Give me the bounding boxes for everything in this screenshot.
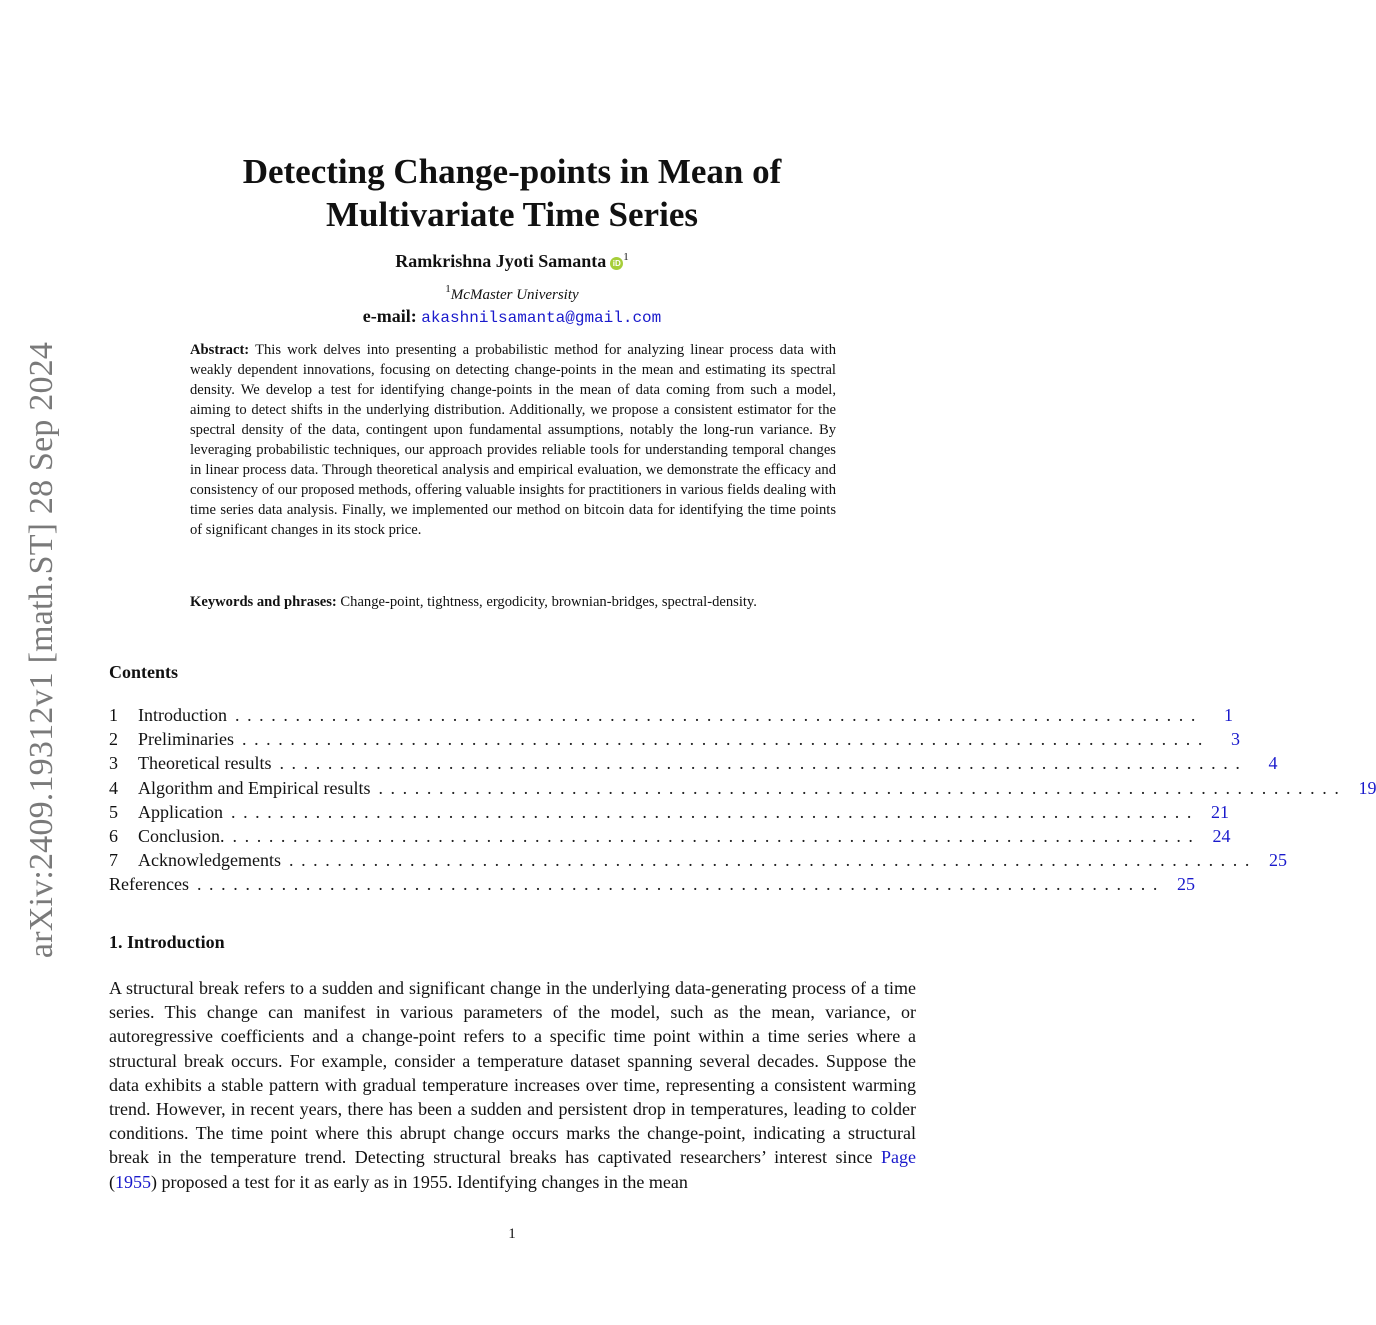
orcid-icon[interactable]: iD xyxy=(610,257,623,270)
toc-page-link[interactable]: 25 xyxy=(1268,850,1287,871)
keywords-label: Keywords and phrases: xyxy=(190,594,337,610)
toc-page-link[interactable]: 3 xyxy=(1230,729,1240,750)
toc-page-link[interactable]: 4 xyxy=(1268,753,1278,774)
title-line-2: Multivariate Time Series xyxy=(326,195,698,234)
arxiv-stamp: arXiv:2409.19312v1 [math.ST] 28 Sep 2024 xyxy=(23,341,60,959)
toc-entry[interactable] xyxy=(109,753,1278,777)
abstract xyxy=(190,340,836,540)
toc-label: Preliminaries xyxy=(138,729,234,750)
introduction-paragraph: A structural break refers to a sudden and significant change in the underlying data-generating process of a time series. This change can manifest in various parameters of the model, such as the mean, variance, or autoregressive coefficients and a change-point refers to a specific time point within a time series where a structural break occurs. For example, consider a temperature dataset spanning several decades. Suppose the data exhibits a stable pattern with gradual temperature increases over time, representing a consistent warming trend. However, in recent years, there has been a sudden and persistent drop in temperatures, leading to colder conditions. The time point where this abrupt change occurs marks the change-point, indicating a structural break in the temperature trend. Detecting structural breaks has captivated researchers’ interest since Page (1955) proposed a test for it as early as in 1955. Identifying changes in the mean xyxy=(109,978,916,1192)
page-number: 1 xyxy=(508,1226,516,1242)
toc-number: 2 xyxy=(109,729,118,750)
toc-leader: ................................................................................ xyxy=(234,705,1203,725)
toc-leader: ................................................................................ xyxy=(288,850,1257,871)
contents-heading: Contents xyxy=(109,662,179,682)
citation-year-link[interactable]: 1955 xyxy=(115,1171,151,1192)
intro-text-before: A structural break refers to a sudden and significant change in the underlying data-generating process of a time series. This change can manifest in various parameters of the model, such as the mean, variance, or autoregressive coefficients and a change-point refers to a specific time point within a time series where a structural break occurs. For example, consider a temperature dataset spanning several decades. Suppose the data exhibits a stable pattern with gradual temperature increases over time, representing a consistent warming trend. However, in recent years, there has been a sudden and persistent drop in temperatures, leading to colder conditions. The time point where this abrupt change occurs marks the change-point, indicating a structural break in the temperature trend. Detecting structural breaks has captivated researchers’ interest since xyxy=(109,978,916,1168)
keywords-text: Change-point, tightness, ergodicity, brownian-bridges, spectral-density. xyxy=(340,594,757,610)
toc-entry[interactable] xyxy=(109,729,1240,753)
toc-number: 6 xyxy=(109,825,118,846)
author-affil-mark: 1 xyxy=(623,251,629,263)
toc-leader: ................................................................................ xyxy=(279,753,1248,774)
intro-text-after: proposed a test for it as early as in 1955. Identifying changes in the mean xyxy=(157,1171,688,1192)
affiliation xyxy=(0,283,1024,304)
affiliation-name: McMaster University xyxy=(450,287,579,303)
email-line xyxy=(0,306,1024,327)
abstract-text: This work delves into presenting a probabilistic method for analyzing linear process data with weakly dependent innovations, focusing on detecting change-points in the mean and estimating its spectral density. We develop a test for identifying change-points in the mean of data coming from such a model, aiming to detect shifts in the underlying distribution. Additionally, we propose a consistent estimator for the spectral density of the data, contingent upon fundamental assumptions, notably the long-run variance. By leveraging probabilistic techniques, our approach provides reliable tools for understanding temporal changes in linear process data. Through theoretical analysis and empirical evaluation, we demonstrate the efficacy and consistency of our proposed methods, offering valuable insights for practitioners in various fields dealing with time series data analysis. Finally, we implemented our method on bitcoin data for identifying the time points of significant changes in its stock price. xyxy=(190,342,836,538)
toc-page-link[interactable]: 1 xyxy=(1223,705,1233,725)
toc-page-link[interactable]: 19 xyxy=(1358,777,1376,798)
abstract-label: Abstract: xyxy=(190,342,250,358)
toc-label: Introduction xyxy=(138,705,227,725)
toc-entry[interactable] xyxy=(109,850,1287,874)
paper-title xyxy=(150,150,874,236)
toc-leader: ................................................................................ xyxy=(378,777,1347,798)
citation-author-link[interactable]: Page xyxy=(881,1147,916,1168)
toc-leader: ................................................................................ xyxy=(232,825,1201,846)
toc-page-link[interactable]: 25 xyxy=(1176,874,1195,895)
toc-leader: ................................................................................ xyxy=(196,874,1165,895)
toc-number: 1 xyxy=(109,705,118,725)
toc-label: Theoretical results xyxy=(138,753,272,774)
toc-entry[interactable] xyxy=(109,777,1376,802)
keywords xyxy=(190,592,836,612)
toc-entry[interactable] xyxy=(109,801,1229,826)
toc-label: Conclusion. xyxy=(138,825,225,846)
toc-page-link[interactable]: 21 xyxy=(1210,801,1229,822)
toc-entry[interactable] xyxy=(109,705,1233,729)
toc-leader: ................................................................................ xyxy=(230,801,1199,822)
toc-number: 3 xyxy=(109,753,118,774)
toc-label: References xyxy=(109,874,189,895)
email-label: e-mail: xyxy=(362,306,417,326)
toc-label: Algorithm and Empirical results xyxy=(138,777,371,798)
toc-entry[interactable] xyxy=(109,825,1231,850)
table-of-contents xyxy=(109,705,1376,899)
toc-number: 7 xyxy=(109,850,118,871)
author-line xyxy=(0,251,1024,272)
toc-number: 4 xyxy=(109,777,118,798)
author-name: Ramkrishna Jyoti Samanta xyxy=(395,251,607,271)
toc-entry[interactable] xyxy=(109,874,1195,898)
toc-number: 5 xyxy=(109,801,118,822)
toc-leader: ................................................................................ xyxy=(241,729,1210,750)
title-line-1: Detecting Change-points in Mean of xyxy=(242,152,782,191)
toc-label: Application xyxy=(138,801,223,822)
section-heading-introduction: 1. Introduction xyxy=(109,932,225,952)
toc-label: Acknowledgements xyxy=(138,850,281,871)
toc-page-link[interactable]: 24 xyxy=(1212,825,1231,846)
affiliation-mark: 1 xyxy=(445,283,451,295)
email-link[interactable]: akashnilsamanta@gmail.com xyxy=(421,309,662,327)
